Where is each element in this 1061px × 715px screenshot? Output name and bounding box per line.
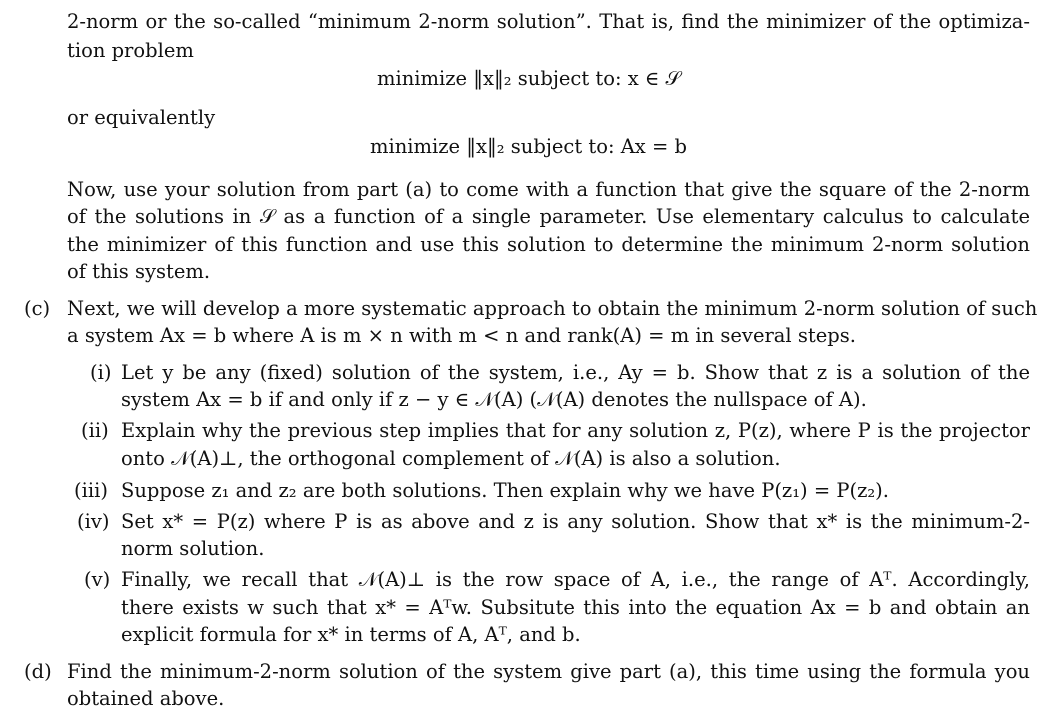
paragraph-line-3: the minimizer of this function and use this solution to determine the minimum 2-norm solution bbox=[67, 233, 1030, 256]
item-i-line-1: Let y be any (fixed) solution of the system, i.e., Ay = b. Show that z is a solution of the bbox=[121, 361, 1030, 384]
item-ii-label: (ii) bbox=[81, 419, 109, 442]
item-ii-line-2: onto 𝒩(A)⊥, the orthogonal complement of 𝒩(A) is also a solution. bbox=[121, 447, 781, 470]
item-v-line-1: Finally, we recall that 𝒩(A)⊥ is the row space of A, i.e., the range of Aᵀ. Accordingly, bbox=[121, 568, 1030, 591]
equation-2: minimize ‖x‖₂ subject to: Ax = b bbox=[370, 135, 688, 158]
item-ii-line-1: Explain why the previous step implies that for any solution z, P(z), where P is the projector bbox=[121, 419, 1030, 442]
intro-line-2: tion problem bbox=[67, 39, 194, 62]
part-c-label: (c) bbox=[24, 297, 51, 320]
or-equivalently-text: or equivalently bbox=[67, 106, 216, 129]
part-c-line-1: Next, we will develop a more systematic approach to obtain the minimum 2-norm solution of such bbox=[67, 297, 1038, 320]
paragraph-line-2: of the solutions in 𝒮 as a function of a single parameter. Use elementary calculus to calculate bbox=[67, 205, 1030, 228]
item-v-line-2: there exists w such that x* = Aᵀw. Subsitute this into the equation Ax = b and obtain an bbox=[121, 596, 1030, 619]
item-iv-line-2: norm solution. bbox=[121, 537, 265, 560]
part-d-label: (d) bbox=[24, 660, 52, 683]
item-iii-label: (iii) bbox=[74, 479, 108, 502]
paragraph-line-4: of this system. bbox=[67, 260, 211, 283]
part-c-line-2: a system Ax = b where A is m × n with m < n and rank(A) = m in several steps. bbox=[67, 324, 856, 347]
item-v-line-3: explicit formula for x* in terms of A, Aᵀ, and b. bbox=[121, 623, 581, 646]
item-v-label: (v) bbox=[84, 568, 111, 591]
item-iv-line-1: Set x* = P(z) where P is as above and z is any solution. Show that x* is the minimum-2- bbox=[121, 510, 1030, 533]
equation-1: minimize ‖x‖₂ subject to: x ∈ 𝒮 bbox=[377, 67, 681, 90]
intro-line-1: 2-norm or the so-called “minimum 2-norm solution”. That is, find the minimizer of the optimiza- bbox=[67, 10, 1030, 33]
item-i-line-2: system Ax = b if and only if z − y ∈ 𝒩(A) (𝒩(A) denotes the nullspace of A). bbox=[121, 388, 867, 411]
paragraph-line-1: Now, use your solution from part (a) to come with a function that give the square of the 2-norm bbox=[67, 178, 1030, 201]
item-iv-label: (iv) bbox=[77, 510, 110, 533]
part-d-line-1: Find the minimum-2-norm solution of the system give part (a), this time using the formula you bbox=[67, 660, 1030, 683]
part-d-line-2: obtained above. bbox=[67, 687, 225, 710]
item-iii-line-1: Suppose z₁ and z₂ are both solutions. Then explain why we have P(z₁) = P(z₂). bbox=[121, 479, 889, 502]
item-i-label: (i) bbox=[90, 361, 112, 384]
